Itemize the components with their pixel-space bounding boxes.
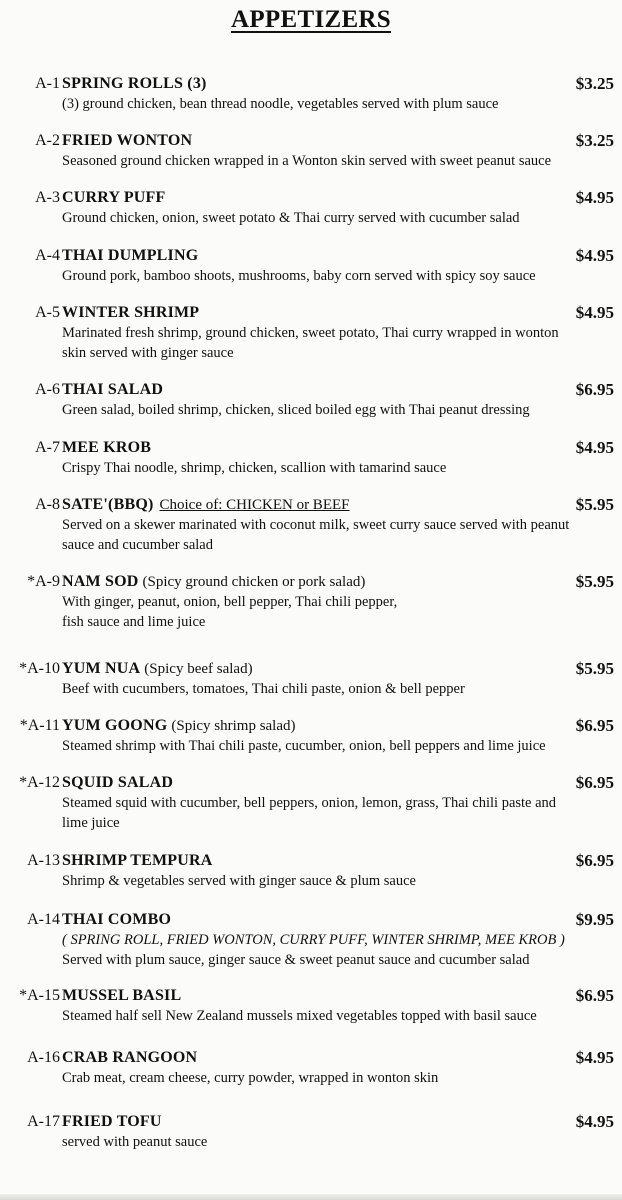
item-description: Shrimp & vegetables served with ginger sauce & plum sauce — [62, 873, 416, 889]
item-description: Crispy Thai noodle, shrimp, chicken, scallion with tamarind sauce — [62, 460, 447, 476]
item-name: THAI SALAD — [62, 381, 164, 398]
item-price: $4.95 — [575, 188, 614, 207]
item-code: *A-9 — [27, 573, 60, 590]
section-title: APPETIZERS — [231, 6, 391, 33]
item-code: A-1 — [35, 75, 60, 92]
item-code: *A-12 — [19, 774, 60, 791]
item-name: SATE'(BBQ) — [62, 496, 154, 513]
page-bottom-edge — [0, 1194, 622, 1200]
item-name: MEE KROB — [62, 439, 152, 456]
item-note: (Spicy ground chicken or pork salad) — [142, 574, 366, 590]
item-name: THAI DUMPLING — [62, 247, 199, 264]
item-code: A-16 — [27, 1049, 60, 1066]
item-description-line-2: sauce and cucumber salad — [62, 537, 213, 553]
item-description: Green salad, boiled shrimp, chicken, sliced boiled egg with Thai peanut dressing — [62, 402, 530, 418]
item-price: $5.95 — [575, 659, 614, 678]
item-price: $5.95 — [575, 495, 614, 514]
item-code: A-5 — [35, 304, 60, 321]
item-price: $9.95 — [575, 910, 614, 929]
item-description: Served on a skewer marinated with coconut milk, sweet curry sauce served with peanut — [62, 517, 570, 533]
item-description: Seasoned ground chicken wrapped in a Wonton skin served with sweet peanut sauce — [62, 153, 552, 169]
item-code: A-7 — [35, 439, 60, 456]
item-description: With ginger, peanut, onion, bell pepper, Thai chili pepper, — [62, 594, 398, 610]
item-code: A-6 — [35, 381, 60, 398]
item-name: SHRIMP TEMPURA — [62, 852, 213, 869]
item-description: Crab meat, cream cheese, curry powder, wrapped in wonton skin — [62, 1070, 439, 1086]
item-price: $4.95 — [575, 438, 614, 457]
item-name: MUSSEL BASIL — [62, 987, 182, 1004]
item-code: *A-15 — [19, 987, 60, 1004]
item-price: $5.95 — [575, 572, 614, 591]
item-description: Steamed squid with cucumber, bell peppers, onion, lemon, grass, Thai chili paste and — [62, 795, 557, 811]
item-name: CURRY PUFF — [62, 189, 166, 206]
item-code: A-2 — [35, 132, 60, 149]
item-name: THAI COMBO — [62, 911, 172, 928]
item-description: Ground chicken, onion, sweet potato & Thai curry served with cucumber salad — [62, 210, 520, 226]
item-price: $6.95 — [575, 716, 614, 735]
item-price: $6.95 — [575, 986, 614, 1005]
item-name: NAM SOD — [62, 573, 139, 590]
item-price: $4.95 — [575, 1048, 614, 1067]
item-price: $3.25 — [575, 74, 614, 93]
item-code: A-14 — [27, 911, 60, 928]
item-price: $6.95 — [575, 380, 614, 399]
item-choice-note: Choice of: CHICKEN or BEEF — [159, 497, 350, 513]
item-combo-contents: ( SPRING ROLL, FRIED WONTON, CURRY PUFF, WINTER SHRIMP, MEE KROB ) — [62, 932, 565, 948]
item-code: A-8 — [35, 496, 60, 513]
item-price: $6.95 — [575, 851, 614, 870]
item-price: $6.95 — [575, 773, 614, 792]
item-name: WINTER SHRIMP — [62, 304, 200, 321]
item-name: SPRING ROLLS (3) — [62, 75, 207, 92]
item-code: A-17 — [27, 1113, 60, 1130]
item-name: FRIED WONTON — [62, 132, 193, 149]
item-name: YUM NUA — [62, 660, 141, 677]
item-description: Steamed shrimp with Thai chili paste, cucumber, onion, bell peppers and lime juice — [62, 738, 546, 754]
item-price: $4.95 — [575, 303, 614, 322]
item-code: A-4 — [35, 247, 60, 264]
item-code: *A-11 — [19, 717, 60, 734]
item-description: Marinated fresh shrimp, ground chicken, sweet potato, Thai curry wrapped in wonton — [62, 325, 559, 341]
item-description: (3) ground chicken, bean thread noodle, vegetables served with plum sauce — [62, 96, 499, 112]
item-name: FRIED TOFU — [62, 1113, 162, 1130]
item-price: $4.95 — [575, 246, 614, 265]
item-description: Beef with cucumbers, tomatoes, Thai chili paste, onion & bell pepper — [62, 681, 465, 697]
item-note: (Spicy shrimp salad) — [171, 718, 296, 734]
item-name: CRAB RANGOON — [62, 1049, 198, 1066]
item-name: SQUID SALAD — [62, 774, 174, 791]
item-code: A-3 — [35, 189, 60, 206]
item-description: Steamed half sell New Zealand mussels mixed vegetables topped with basil sauce — [62, 1008, 537, 1024]
item-note: (Spicy beef salad) — [144, 661, 253, 677]
item-name: YUM GOONG — [62, 717, 168, 734]
item-description-line-2: lime juice — [62, 815, 120, 831]
item-description-line-2: Served with plum sauce, ginger sauce & sweet peanut sauce and cucumber salad — [62, 952, 530, 968]
item-description-line-2: skin served with ginger sauce — [62, 345, 234, 361]
item-code: *A-10 — [19, 660, 60, 677]
item-description: served with peanut sauce — [62, 1134, 208, 1150]
item-description: Ground pork, bamboo shoots, mushrooms, baby corn served with spicy soy sauce — [62, 268, 536, 284]
item-price: $3.25 — [575, 131, 614, 150]
item-description-line-2: fish sauce and lime juice — [62, 614, 206, 630]
item-price: $4.95 — [575, 1112, 614, 1131]
item-code: A-13 — [27, 852, 60, 869]
